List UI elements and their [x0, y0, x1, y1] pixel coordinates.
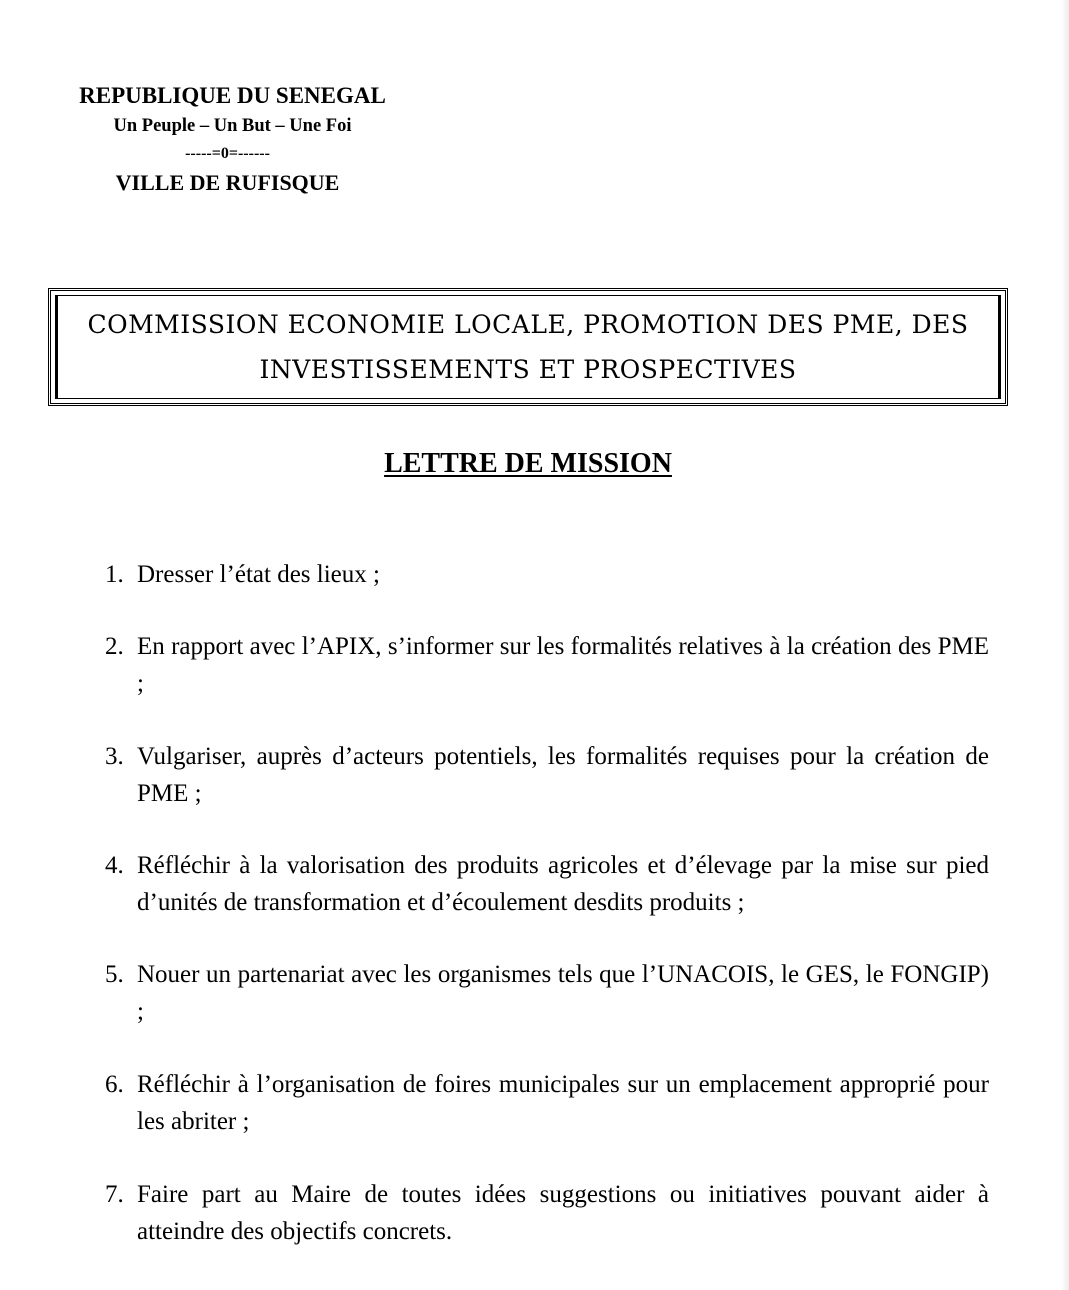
mission-number: 5.: [105, 961, 124, 988]
mission-item-1: [105, 556, 989, 593]
mission-text: Faire part au Maire de toutes idées suggestions ou initiatives pouvant aider à atteindre des objectifs concrets.: [137, 1181, 989, 1245]
mission-item-2: [105, 628, 989, 702]
national-motto: Un Peuple – Un But – Une Foi: [113, 116, 352, 136]
letterhead: [60, 80, 405, 198]
mission-text: Dresser l’état des lieux ;: [137, 561, 380, 588]
mission-text: Réfléchir à la valorisation des produits agricoles et d’élevage par la mise sur pied d’unités de transformation et d’écoulement desdits produits ;: [137, 852, 989, 916]
header-separator: -----=0=------: [185, 145, 270, 162]
city-name: VILLE DE RUFISQUE: [115, 170, 340, 195]
mission-number: 4.: [105, 852, 124, 879]
mission-number: 1.: [105, 561, 124, 588]
document-title: [0, 446, 1056, 482]
mission-item-3: [105, 738, 989, 812]
mission-item-6: [105, 1066, 989, 1140]
mission-text: Réfléchir à l’organisation de foires municipales sur un emplacement approprié pour les abriter ;: [137, 1071, 989, 1135]
document-title-text: LETTRE DE MISSION: [384, 448, 672, 479]
mission-item-7: [105, 1176, 989, 1250]
mission-item-4: [105, 847, 989, 921]
mission-number: 6.: [105, 1071, 124, 1098]
mission-text: Nouer un partenariat avec les organismes tels que l’UNACOIS, le GES, le FONGIP) ;: [137, 961, 989, 1025]
mission-number: 3.: [105, 743, 124, 770]
commission-title-line-1: COMMISSION ECONOMIE LOCALE, PROMOTION DES PME, DES: [87, 310, 969, 339]
country-name: REPUBLIQUE DU SENEGAL: [79, 83, 386, 108]
commission-title-inner: [55, 295, 1001, 399]
mission-text: Vulgariser, auprès d’acteurs potentiels, les formalités requises pour la création de PME ;: [137, 743, 989, 807]
commission-title-box: [48, 288, 1008, 406]
commission-title-line-2: INVESTISSEMENTS ET PROSPECTIVES: [259, 355, 797, 384]
mission-number: 7.: [105, 1181, 124, 1208]
page-edge: [1061, 0, 1069, 1290]
mission-number: 2.: [105, 633, 124, 660]
mission-item-5: [105, 956, 989, 1030]
mission-text: En rapport avec l’APIX, s’informer sur les formalités relatives à la création des PME ;: [137, 633, 989, 697]
